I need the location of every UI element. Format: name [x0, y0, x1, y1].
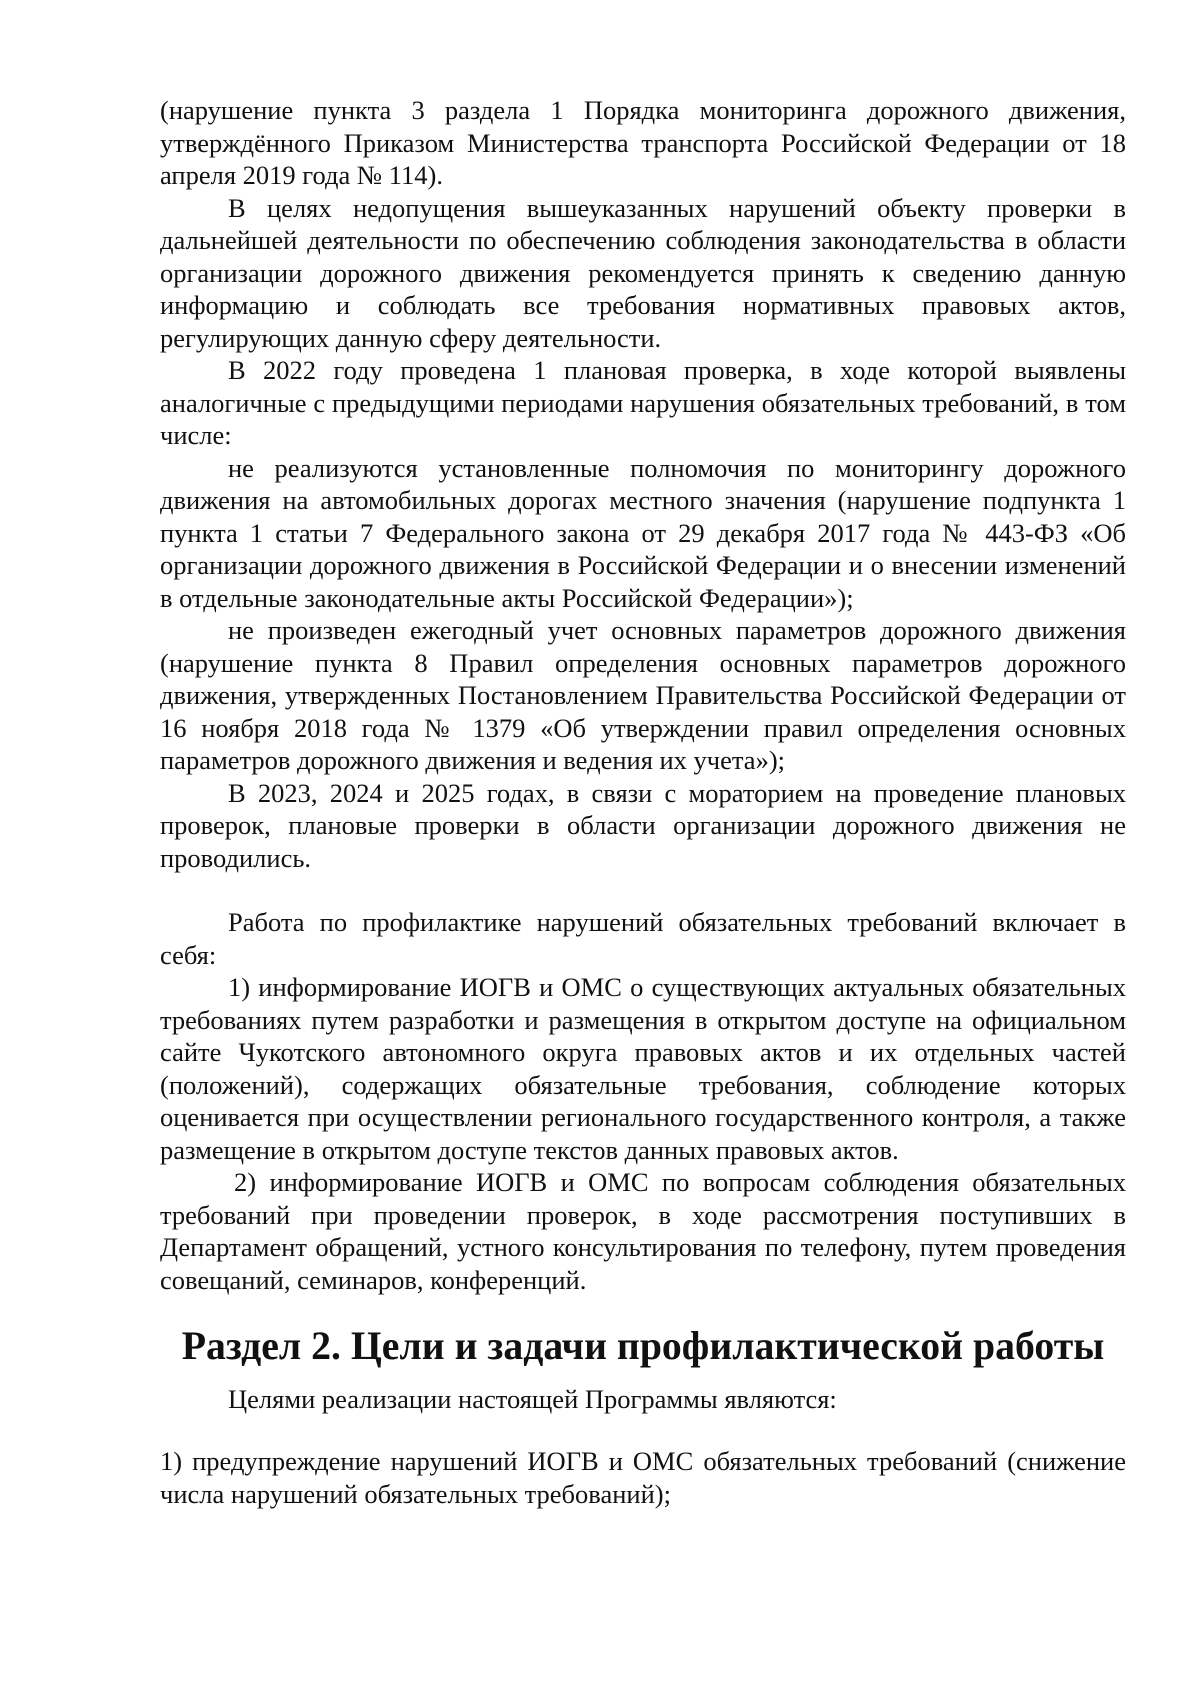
section-heading: Раздел 2. Цели и задачи профилактической работы: [181, 1324, 1105, 1368]
goal-item-1: 1) предупреждение нарушений ИОГВ и ОМС обязательных требований (снижение числа нарушений обязательных требований);: [160, 1446, 1126, 1509]
paragraph-accounting-violation: не произведен ежегодный учет основных параметров дорожного движения (нарушение пункта 8 Правил определения основных параметров дорожного движения, утвержденных Постановлением Правительства Российской Федерации от 16 ноября 2018 года № 1379 «Об утверждении правил определения основных параметров дорожного движения и ведения их учета»);: [160, 615, 1126, 775]
paragraph-monitoring-violation: не реализуются установленные полномочия по мониторингу дорожного движения на автомобильных дорогах местного значения (нарушение подпункта 1 пункта 1 статьи 7 Федерального закона от 29 декабря 2017 года № 443-ФЗ «Об организации дорожного движения в Российской Федерации и о внесении изменений в отдельные законодательные акты Российской Федерации»);: [160, 452, 1126, 613]
list-item-informing-1: 1) информирование ИОГВ и ОМС о существующих актуальных обязательных требованиях путем разработки и размещения в открытом доступе на официальном сайте Чукотского автономного округа правовых актов и их отдельных частей (положений), содержащих обязательные требования, соблюдение которых оценивается при осуществлении регионального государственного контроля, а также размещение в открытом доступе текстов данных правовых актов.: [160, 972, 1126, 1165]
list-item-informing-2: 2) информирование ИОГВ и ОМС по вопросам соблюдения обязательных требований при проведении проверок, в ходе рассмотрения поступивших в Департамент обращений, устного консультирования по телефону, путем проведения совещаний, семинаров, конференций.: [160, 1167, 1126, 1295]
paragraph-2022-inspection: В 2022 году проведена 1 плановая проверка, в ходе которой выявлены аналогичные с предыдущими периодами нарушения обязательных требований, в том числе:: [160, 355, 1126, 450]
paragraph-violation-continuation: (нарушение пункта 3 раздела 1 Порядка мониторинга дорожного движения, утверждённого Приказом Министерства транспорта Российской Федерации от 18 апреля 2019 года № 114).: [160, 95, 1126, 190]
paragraph-recommendation: В целях недопущения вышеуказанных нарушений объекту проверки в дальнейшей деятельности по обеспечению соблюдения законодательства в области организации дорожного движения рекомендуется принять к сведению данную информацию и соблюдать все требования нормативных правовых актов, регулирующих данную сферу деятельности.: [160, 192, 1126, 353]
document-body: [160, 94, 1126, 1510]
paragraph-moratorium: В 2023, 2024 и 2025 годах, в связи с мораторием на проведение плановых проверок, плановые проверки в области организации дорожного движения не проводились.: [160, 777, 1126, 873]
goals-intro: Целями реализации настоящей Программы являются:: [228, 1383, 837, 1414]
paragraph-prevention-work: Работа по профилактике нарушений обязательных требований включает в себя:: [160, 907, 1126, 970]
